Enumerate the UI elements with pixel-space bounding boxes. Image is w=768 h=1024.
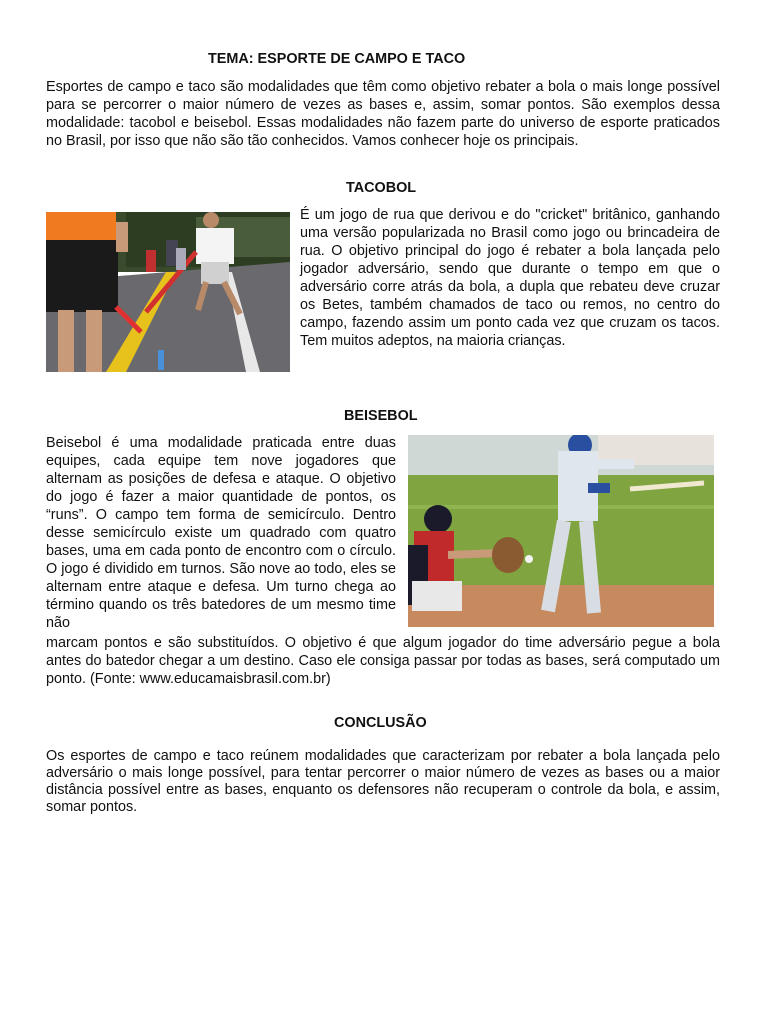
beisebol-paragraph-side: Beisebol é uma modalidade praticada entre duas equipes, cada equipe tem nove jogadores que alternam as posições de defesa e ataque. O objetivo do jogo é fazer a maior quantidade de pontos, os “runs”. O campo tem forma de semicírculo. Dentro desse semicírculo existe um quadrado com quatro bases, uma em cada ponto de encontro com o círculo. O jogo é dividido em turnos. São nove ao todo, eles se alternam entre ataque e defesa. Um turno chega ao término quando os três batedores de um mesmo time não bbox=[46, 435, 396, 631]
tacobol-photo bbox=[46, 212, 290, 372]
intro-paragraph: Esportes de campo e taco são modalidades que têm como objetivo rebater a bola o mais longe possível para se percorrer o maior número de vezes as bases e, assim, somar pontos. São exemplos dessa modalidade: tacobol e beisebol. Essas modalidades não fazem parte do universo de esporte praticados no Brasil, por isso que não são tão conhecidos. Vamos conhecer hoje os principais. bbox=[46, 79, 720, 149]
tacobol-paragraph: É um jogo de rua que derivou e do "cricket" britânico, ganhando uma versão popularizada no Brasil como jogo ou brincadeira de rua. O objetivo principal do jogo é rebater a bola lançada pelo jogador adversário, sendo que durante o tempo em que o adversário corre atrás da bola, a dupla que rebateu deve cruzar os Betes, também chamados de taco ou remos, no centro do campo, fazendo assim um ponto cada vez que cruzam os tacos. Tem muitos adeptos, na maioria crianças. bbox=[300, 207, 720, 349]
beisebol-paragraph-full: marcam pontos e são substituídos. O objetivo é que algum jogador do time adversário pegue a bola antes do batedor chegar a um destino. Caso ele consiga passar por todas as bases, será computado um ponto. (Fonte: www.educamaisbrasil.com.br) bbox=[46, 635, 720, 687]
beisebol-heading: BEISEBOL bbox=[344, 408, 418, 424]
conclusao-paragraph: Os esportes de campo e taco reúnem modalidades que caracterizam por rebater a bola lançada pelo adversário o mais longe possível, para tentar percorrer o maior número de vezes as bases ou a maior distância possível entre as bases, enquanto os defensores não recuperam o controle da bola, e assim, somar pontos. bbox=[46, 748, 720, 815]
conclusao-heading: CONCLUSÃO bbox=[334, 715, 427, 731]
beisebol-photo bbox=[408, 435, 714, 627]
page-title: TEMA: ESPORTE DE CAMPO E TACO bbox=[208, 51, 466, 67]
tacobol-heading: TACOBOL bbox=[346, 180, 417, 196]
